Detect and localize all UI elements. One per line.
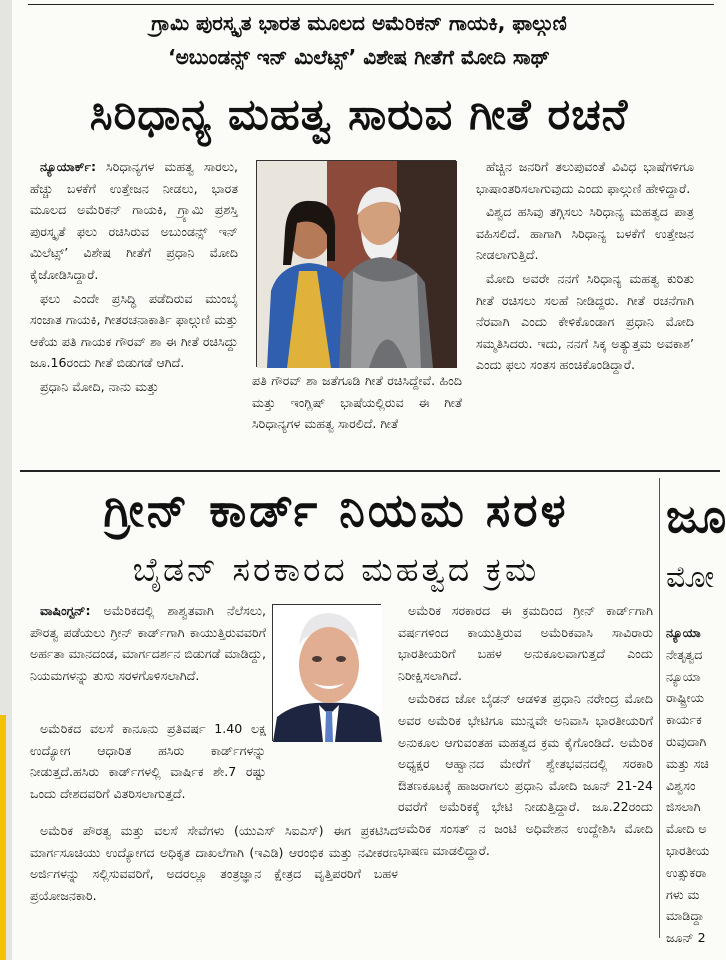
article1-col1-para2: ಫಲು ಎಂದೇ ಪ್ರಸಿದ್ಧಿ ಪಡೆದಿರುವ ಮುಂಬೈ ಸಂಜಾತ ಗಾಯಕಿ, ಗೀತರಚನಾಕಾರ್ತಿ ಫಾಲ್ಗುಣಿ ಮತ್ತು ಆಕೆಯ ಪತಿ ಗಾಯಕ ಗೌರವ್ ಶಾ ಈ ಗೀತೆ ರಚಿಸಿದ್ದು ಜೂ.16ರಂದು ಗೀತೆ ಬಿಡುಗಡೆ ಆಗಿದೆ.	[30, 290, 238, 371]
article3-headline-cropped: ಜೂ	[666, 489, 726, 543]
top-rule	[28, 4, 714, 5]
article2-column2	[398, 600, 653, 861]
article3-line: ನ್ಯೂಯಾ	[666, 625, 701, 640]
article1-column3	[476, 156, 694, 376]
article1-headline: ಸಿರಿಧಾನ್ಯ ಮಹತ್ವ ಸಾರುವ ಗೀತೆ ರಚನೆ	[89, 90, 629, 140]
article1-col1-para3: ಪ್ರಧಾನಿ ಮೋದಿ, ನಾನು ಮತ್ತು	[40, 378, 159, 394]
article3-line: ಕಾರ್ಯಕ	[666, 712, 702, 728]
article2-col2-para1: ಅಮೆರಿಕ ಸರಕಾರದ ಈ ಕ್ರಮದಿಂದ ಗ್ರೀನ್ ಕಾರ್ಡ್‌ಗಾಗಿ ವರ್ಷಗಳಿಂದ ಕಾಯುತ್ತಿರುವ ಅಮೆರಿಕವಾಸಿ ಸಾವಿರಾರು ಭಾರತೀಯರಿಗೆ ಬಹಳ ಅನುಕೂಲವಾಗುತ್ತದೆ ಎಂದು ನಿರೀಕ್ಷಿಸಲಾಗಿದೆ.	[398, 603, 653, 683]
article3-line: ನ್ಯೂಯಾ	[666, 668, 701, 684]
article1-col3-para1: ಹೆಚ್ಚಿನ ಜನರಿಗೆ ತಲುಪುವಂತೆ ವಿವಿಧ ಭಾಷೆಗಳಿಗೂ ಭಾಷಾಂತರಿಸಲಾಗುವುದು ಎಂದು ಫಾಲ್ಗುಣಿ ಹೇಳಿದ್ದಾರೆ.	[476, 159, 694, 196]
article3-line: ನೇತೃತ್ವದ	[666, 646, 703, 662]
article1-col2-para1: ಪತಿ ಗೌರವ್ ಶಾ ಜತೆಗೂಡಿ ಗೀತೆ ರಚಿಸಿದ್ದೇವೆ. ಹಿಂದಿ ಮತ್ತು ಇಂಗ್ಲಿಷ್ ಭಾಷೆಯಲ್ಲಿರುವ ಈ ಗೀತೆ ಸಿರಿಧಾನ್ಯಗಳ ಮಹತ್ವ ಸಾರಲಿದೆ. ಗೀತೆ	[252, 373, 462, 432]
article3-line: ಮಾಡಿದ್ದಾ	[666, 908, 705, 924]
article3-line: ಭಾರತೀಯ	[666, 842, 710, 858]
modi-falguni-photo-illustration	[257, 161, 457, 368]
article2-col2-para2: ಅಮೆರಿಕದ ಜೋ ಬೈಡನ್ ಆಡಳಿತ ಪ್ರಧಾನಿ ನರೇಂದ್ರ ಮೋದಿ ಅವರ ಅಮೆರಿಕ ಭೇಟಿಗೂ ಮುನ್ನವೇ ಅನಿವಾಸಿ ಭಾರತೀಯರಿಗೆ ಅನುಕೂಲ ಆಗುವಂತಹ ಮಹತ್ವದ ಕ್ರಮ ಕೈಗೊಂಡಿದೆ. ಅಮೆರಿಕ ಅಧ್ಯಕ್ಷರ ಆಹ್ವಾನದ ಮೇರೆಗೆ ಶ್ವೇತಭವನದಲ್ಲಿ ಸರಕಾರಿ ಔತಣಕೂಟಕ್ಕೆ ಹಾಜರಾಗಲು ಪ್ರಧಾನಿ ಮೋದಿ ಜೂನ್ 21-24 ರವರೆಗೆ ಅಮೆರಿಕಕ್ಕೆ ಭೇಟಿ ನೀಡುತ್ತಿದ್ದಾರೆ. ಜೂ.22ರಂದು ಅಮೆರಿಕ ಸಂಸತ್ ನ ಜಂಟಿ ಅಧಿವೇಶನ ಉದ್ದೇಶಿಸಿ ಮೋದಿ ಭಾಷಣ ಮಾಡಲಿದ್ದಾರೆ.	[398, 691, 653, 858]
article2-headline: ಗ್ರೀನ್ ಕಾರ್ಡ್ ನಿಯಮ ಸರಳ	[103, 483, 569, 537]
modi-falguni-photo	[256, 160, 456, 367]
article3-line: ಜೂನ್ 2	[666, 930, 706, 946]
article3-line: ವಿಶ್ವಸಂ	[666, 777, 696, 793]
article3-line: ರುವುದಾಗಿ	[666, 733, 707, 749]
column-divider	[659, 478, 660, 938]
article2-col1-para3: ಅಮೆರಿಕ ಪೌರತ್ವ ಮತ್ತು ವಲಸೆ ಸೇವೆಗಳು (ಯುಎಸ್ ಸಿಐಎಸ್) ಈಗ ಪ್ರಕಟಿಸಿದ ಮಾರ್ಗಸೂಚಿಯು ಉದ್ಯೋಗದ ಅಧಿಕೃತ ದಾಖಲೆಗಾಗಿ (ಇಎಡಿ) ಆರಂಭಿಕ ಮತ್ತು ನವೀಕರಣ ಅರ್ಜಿಗಳನ್ನು ಸಲ್ಲಿಸುವವರಿಗೆ, ಅದರಲ್ಲೂ ತಂತ್ರಜ್ಞಾನ ಕ್ಷೇತ್ರದ ವೃತ್ತಿಪರರಿಗೆ ಬಹಳ ಪ್ರಯೋಜನಕಾರಿ.	[30, 823, 398, 903]
article3-line: ಜಿಸಲಾಗಿ	[666, 799, 701, 815]
article3-line: ಉತ್ಸುಕರಾ	[666, 864, 707, 880]
article1-dateline: ನ್ಯೂಯಾರ್ಕ್:	[40, 159, 97, 174]
article1-col3-para2: ವಿಶ್ವದ ಹಸಿವು ತಗ್ಗಿಸಲು ಸಿರಿಧಾನ್ಯ ಮಹತ್ವದ ಪಾತ್ರ ವಹಿಸಲಿದೆ. ಹಾಗಾಗಿ ಸಿರಿಧಾನ್ಯ ಬಳಕೆಗೆ ಉತ್ತೇಜನ ನೀಡಲಾಗುತ್ತಿದೆ.	[476, 204, 694, 263]
article2-col1-para2: ಅಮೆರಿಕದ ವಲಸೆ ಕಾನೂನು ಪ್ರತಿವರ್ಷ 1.40 ಲಕ್ಷ ಉದ್ಯೋಗ ಆಧಾರಿತ ಹಸಿರು ಕಾರ್ಡ್‌ಗಳನ್ನು ನೀಡುತ್ತದೆ.ಹಸಿರು ಕಾರ್ಡ್‌ಗಳಲ್ಲಿ ವಾರ್ಷಿಕ ಶೇ.7 ರಷ್ಟು ಒಂದು ದೇಶದವರಿಗೆ ವಿತರಿಸಲಾಗುತ್ತದೆ.	[30, 721, 266, 801]
article2-dateline: ವಾಷಿಂಗ್ಟನ್:	[40, 603, 91, 618]
article1-col1-para1	[30, 156, 238, 286]
article2-column1-tail	[30, 740, 398, 906]
article2-subheadline: ಬೈಡನ್ ಸರಕಾರದ ಮಹತ್ವದ ಕ್ರಮ	[132, 550, 540, 589]
article2-col1-para1-text: ಅಮೆರಿಕದಲ್ಲಿ ಶಾಶ್ವತವಾಗಿ ನೆಲೆಸಲು, ಪೌರತ್ವ ಪಡೆಯಲು ಗ್ರೀನ್ ಕಾರ್ಡ್‌ಗಾಗಿ ಕಾಯುತ್ತಿರುವವರಿಗೆ ಅರ್ಹತಾ ಮಾನದಂಡ, ಮಾರ್ಗದರ್ಶನ ಬಿಡುಗಡೆ ಮಾಡಿದ್ದು, ನಿಯಮಗಳನ್ನು ತುಸು ಸರಳಗೊಳಿಸಲಾಗಿದೆ.	[30, 603, 266, 683]
page-fold-yellow-strip	[0, 715, 6, 960]
article1-col1-para1-text: ಸಿರಿಧಾನ್ಯಗಳ ಮಹತ್ವ ಸಾರಲು, ಹೆಚ್ಚು ಬಳಕೆಗೆ ಉತ್ತೇಜನ ನೀಡಲು, ಭಾರತ ಮೂಲದ ಅಮೆರಿಕನ್ ಗಾಯಕಿ, ಗ್ರ್ಯಾಮಿ ಪ್ರಶಸ್ತಿ ಪುರಸ್ಕೃತೆ ಫಲು ರಚಿಸಿರುವ ಅಬುಂಡನ್ಸ್ ಇನ್ ಮಿಲೆಟ್ಸ್’ ವಿಶೇಷ ಗೀತೆಗೆ ಪ್ರಧಾನಿ ಮೋದಿ ಕೈಜೋಡಿಸಿದ್ದಾರೆ.	[30, 159, 238, 282]
article1-kicker-line2: ‘ಅಬುಂಡನ್ಸ್ ಇನ್ ಮಿಲೆಟ್ಸ್’ ವಿಶೇಷ ಗೀತೆಗೆ ಮೋದಿ ಸಾಥ್	[167, 45, 550, 69]
article3-line: ಮತ್ತು ಸಚಿ	[666, 755, 709, 771]
article3-line: ರಾಷ್ಟ್ರೀಯ	[666, 690, 705, 706]
article3-column-cropped	[666, 622, 720, 949]
section-divider	[20, 470, 720, 472]
article1-kicker-line1: ಗ್ರಾಮಿ ಪುರಸ್ಕೃತ ಭಾರತ ಮೂಲದ ಅಮೆರಿಕನ್ ಗಾಯಕಿ, ಫಾಲ್ಗುಣಿ	[151, 11, 567, 35]
article3-line: ಮೋದಿ ಅ	[666, 821, 707, 837]
article3-subheadline-cropped: ಮೋ	[666, 560, 715, 595]
article1-column2	[252, 370, 462, 435]
article1-column1	[30, 156, 238, 398]
article1-col3-para3: ಮೋದಿ ಅವರೇ ನನಗೆ ಸಿರಿಧಾನ್ಯ ಮಹತ್ವ ಕುರಿತು ಗೀತೆ ರಚಿಸಲು ಸಲಹೆ ನೀಡಿದ್ದರು. ಗೀತೆ ರಚನೆಗಾಗಿ ನೆರವಾಗಿ ಎಂದು ಕೇಳಿಕೊಂಡಾಗ ಪ್ರಧಾನಿ ಮೋದಿ ಸಮ್ಮತಿಸಿದರು. ಇದು, ನನಗೆ ಸಿಕ್ಕ ಅತ್ಯುತ್ತಮ ಅವಕಾಶ’ ಎಂದು ಫಲು ಸಂತಸ ಹಂಚಿಕೊಂಡಿದ್ದಾರೆ.	[476, 270, 694, 373]
article3-line: ಗಳು ಮ	[666, 886, 700, 902]
